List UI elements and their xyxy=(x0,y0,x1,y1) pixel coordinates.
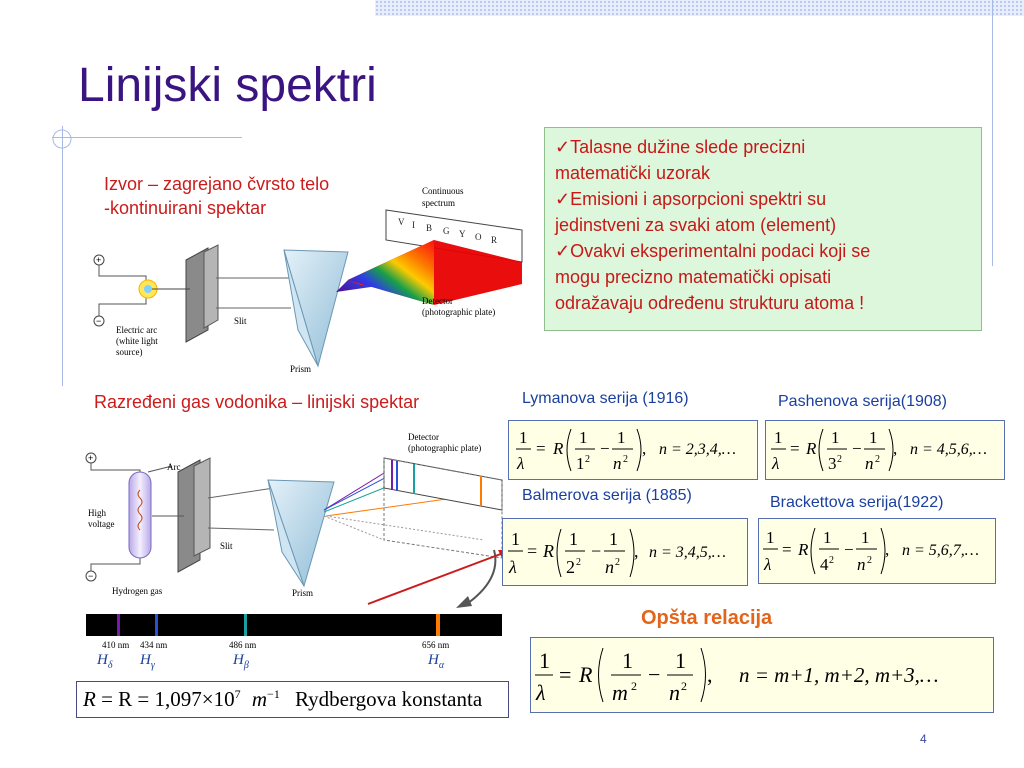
svg-text:λ: λ xyxy=(509,557,517,577)
svg-text:λ: λ xyxy=(536,680,546,705)
info-line: odražavaju određenu strukturu atoma ! xyxy=(555,293,865,313)
svg-text:2: 2 xyxy=(585,454,590,465)
svg-text:n: n xyxy=(865,454,874,473)
page-title: Linijski spektri xyxy=(78,59,377,112)
svg-text:−: − xyxy=(648,662,661,687)
minus-sign: − xyxy=(96,316,102,326)
detector-label-1: Detector xyxy=(408,432,439,442)
svg-text:n: n xyxy=(669,680,680,705)
rydberg-unit: m xyxy=(251,687,268,711)
source-label-line-1: Izvor – zagrejano čvrsto telo xyxy=(104,174,330,194)
info-line: ✓Talasne dužine slede precizni xyxy=(555,137,806,157)
general-n-range: n = m+1, m+2, m+3,… xyxy=(739,663,939,687)
slit-label: Slit xyxy=(234,316,247,326)
page-number: 4 xyxy=(920,732,927,746)
svg-text:,: , xyxy=(707,662,713,687)
rydberg-label: Rydbergova konstanta xyxy=(295,687,483,711)
svg-text:2: 2 xyxy=(867,555,872,566)
plus-sign: + xyxy=(96,255,102,265)
svg-text:2: 2 xyxy=(576,557,581,568)
svg-text:−: − xyxy=(600,439,610,458)
svg-text:1: 1 xyxy=(569,529,578,549)
brackett-formula-box xyxy=(758,518,996,584)
svg-text:=: = xyxy=(559,662,572,687)
arrow-to-balmer-icon xyxy=(360,540,520,610)
spectral-line-h-beta xyxy=(244,614,247,636)
spectral-line-h-gamma xyxy=(155,614,158,636)
color-letter-v: V xyxy=(398,217,405,227)
paschen-formula-box xyxy=(765,420,1005,480)
high-voltage-label-2: voltage xyxy=(88,519,115,529)
svg-text:R: R xyxy=(798,540,809,559)
source-label-line-2: -kontinuirani spektar xyxy=(104,198,267,218)
svg-text:1: 1 xyxy=(774,428,783,447)
h-delta-symbol: $H_\delta$ xyxy=(97,652,113,671)
svg-text:R: R xyxy=(553,439,564,458)
svg-text:λ: λ xyxy=(764,555,772,574)
svg-text:,: , xyxy=(885,540,890,559)
svg-text:R: R xyxy=(543,541,554,561)
balmer-formula-box xyxy=(502,518,748,586)
svg-text:2: 2 xyxy=(566,557,575,577)
svg-text:=: = xyxy=(536,439,546,458)
rydberg-constant-box xyxy=(76,681,509,718)
svg-text:2: 2 xyxy=(829,555,834,566)
color-letter-i: I xyxy=(412,220,415,230)
plus-sign: + xyxy=(88,453,94,463)
svg-text:1: 1 xyxy=(823,528,832,547)
wavelength-label-434: 434 nm xyxy=(140,640,168,650)
svg-text:2: 2 xyxy=(837,454,842,465)
lyman-formula-box xyxy=(508,420,758,480)
svg-text:1: 1 xyxy=(539,648,550,673)
minus-sign: − xyxy=(88,571,94,581)
svg-text:−: − xyxy=(591,541,602,561)
arc-label: Arc xyxy=(167,462,181,472)
svg-text:2: 2 xyxy=(623,454,628,465)
svg-text:1: 1 xyxy=(675,648,686,673)
svg-text:3: 3 xyxy=(828,454,837,473)
svg-text:1: 1 xyxy=(617,428,626,447)
svg-text:,: , xyxy=(642,439,647,458)
info-box xyxy=(544,127,982,331)
svg-text:1: 1 xyxy=(861,528,870,547)
color-letter-b: B xyxy=(426,223,433,233)
color-letter-r: R xyxy=(491,235,498,245)
svg-text:2: 2 xyxy=(875,454,880,465)
svg-text:1: 1 xyxy=(766,528,775,547)
paschen-series-label: Pashenova serija(1908) xyxy=(778,393,947,410)
detector-label-2: (photographic plate) xyxy=(408,443,482,453)
electric-arc-label-1: Electric arc xyxy=(116,325,158,335)
svg-text:=: = xyxy=(782,540,792,559)
hydrogen-gas-label: Hydrogen gas xyxy=(112,586,163,596)
wavelength-label-410: 410 nm xyxy=(102,640,130,650)
svg-text:λ: λ xyxy=(517,454,525,473)
svg-text:2: 2 xyxy=(681,679,687,693)
color-letter-o: O xyxy=(475,232,482,242)
svg-text:−: − xyxy=(852,439,862,458)
continuous-spectrum-label-2: spectrum xyxy=(422,198,455,208)
continuous-spectrum-label-1: Continuous xyxy=(422,186,464,196)
svg-text:1: 1 xyxy=(622,648,633,673)
svg-text:,: , xyxy=(893,439,898,458)
electric-arc-label-2: (white light xyxy=(116,336,158,346)
decor-circle-icon xyxy=(50,127,74,151)
lyman-series-label: Lymanova serija (1916) xyxy=(522,390,689,407)
info-line: jedinstveni za svaki atom (element) xyxy=(555,215,837,235)
prism-label: Prism xyxy=(290,364,312,374)
svg-text:n: n xyxy=(857,555,866,574)
svg-text:2: 2 xyxy=(615,557,620,568)
spectral-line-h-delta xyxy=(117,614,120,636)
svg-text:n: n xyxy=(605,557,614,577)
svg-text:1: 1 xyxy=(511,529,520,549)
svg-text:2: 2 xyxy=(631,679,637,693)
h-alpha-symbol: $H_\alpha$ xyxy=(428,652,445,671)
svg-text:1: 1 xyxy=(576,454,585,473)
balmer-n-range: n = 3,4,5,… xyxy=(649,544,727,561)
svg-text:1: 1 xyxy=(869,428,878,447)
paschen-n-range: n = 4,5,6,… xyxy=(910,441,988,458)
info-line: ✓Ovakvi eksperimentalni podaci koji se xyxy=(555,241,871,261)
svg-text:,: , xyxy=(634,541,639,561)
wavelength-label-486: 486 nm xyxy=(229,640,257,650)
header-dot-pattern xyxy=(375,0,1024,16)
rydberg-formula: $R = R = 1,097\times 10^7$ $m^{-1}$ xyxy=(83,687,280,711)
balmer-series-label: Balmerova serija (1885) xyxy=(522,487,692,504)
brackett-n-range: n = 5,6,7,… xyxy=(902,542,980,559)
detector-label-2: (photographic plate) xyxy=(422,307,496,317)
h-beta-symbol: $H_\beta$ xyxy=(233,652,249,671)
h-gamma-symbol: $H_\gamma$ xyxy=(140,652,155,671)
high-voltage-label-1: High xyxy=(88,508,106,518)
svg-text:R: R xyxy=(806,439,817,458)
info-line: ✓Emisioni i apsorpcioni spektri su xyxy=(555,189,827,209)
svg-text:1: 1 xyxy=(579,428,588,447)
electric-arc-label-3: source) xyxy=(116,347,143,357)
spectral-line-h-alpha xyxy=(436,614,440,636)
brackett-series-label: Brackettova serija(1922) xyxy=(770,494,944,511)
hydrogen-spectrum-bar xyxy=(86,614,502,636)
wavelength-label-656: 656 nm xyxy=(422,640,450,650)
svg-text:=: = xyxy=(790,439,800,458)
continuous-spectrum-diagram xyxy=(86,180,536,380)
gas-label: Razređeni gas vodonika – linijski spektar xyxy=(94,392,420,412)
svg-text:=: = xyxy=(527,541,538,561)
info-line: matematički uzorak xyxy=(555,163,711,183)
detector-label-1: Detector xyxy=(422,296,453,306)
decor-vertical-line xyxy=(992,0,993,266)
color-letter-g: G xyxy=(443,226,450,236)
svg-text:1: 1 xyxy=(831,428,840,447)
lyman-n-range: n = 2,3,4,… xyxy=(659,441,737,458)
svg-text:−: − xyxy=(844,540,854,559)
general-relation-title: Opšta relacija xyxy=(641,607,773,629)
svg-text:1: 1 xyxy=(609,529,618,549)
decor-vertical-line-left xyxy=(62,126,63,386)
svg-text:4: 4 xyxy=(820,555,829,574)
color-letter-y: Y xyxy=(459,229,466,239)
svg-text:λ: λ xyxy=(772,454,780,473)
info-line: mogu precizno matematički opisati xyxy=(555,267,832,287)
svg-text:m: m xyxy=(612,680,628,705)
general-formula-box xyxy=(530,637,994,713)
svg-text:n: n xyxy=(613,454,622,473)
svg-text:R: R xyxy=(579,662,593,687)
rydberg-value: R = 1,097×10 xyxy=(118,687,235,711)
svg-text:1: 1 xyxy=(519,428,528,447)
slit-label: Slit xyxy=(220,541,233,551)
decor-horizontal-line xyxy=(52,137,242,138)
prism-label: Prism xyxy=(292,588,314,598)
